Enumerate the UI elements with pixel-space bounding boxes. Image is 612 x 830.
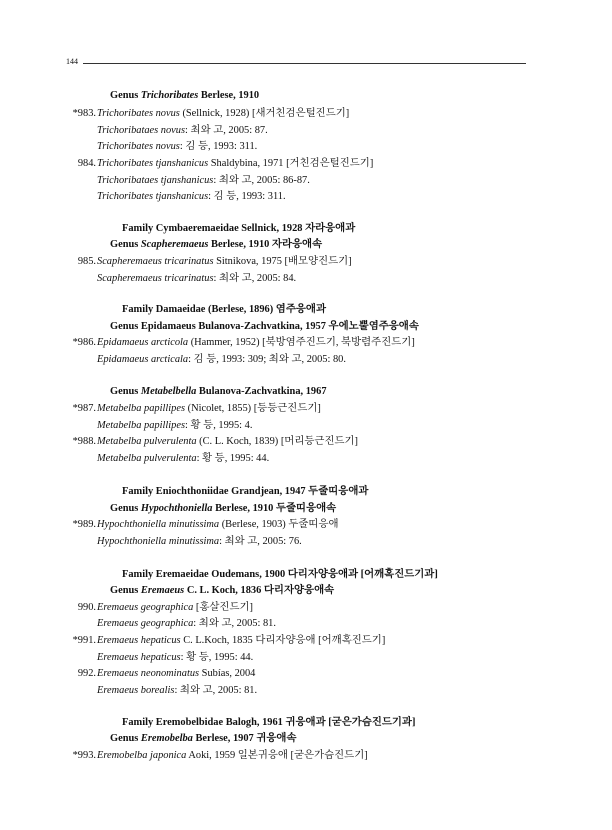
synonym-name: Metabelba pulverulenta — [97, 453, 197, 464]
page-number: 144 — [66, 57, 78, 66]
genus-heading: Genus Epidamaeus Bulanova-Zachvatkina, 1957 우에노뿔염주응애속 — [110, 321, 419, 332]
genus-heading — [110, 386, 327, 398]
citation: : 김 등, 1993: 311. — [208, 191, 286, 202]
entry-number: 984. — [77, 158, 96, 169]
species-name: Scapheremaeus tricarinatus — [97, 256, 214, 267]
synonym-name: Epidamaeus arcticala — [97, 354, 189, 365]
species-author: (C. L. Koch, 1839) [머리등근진드기] — [196, 436, 359, 447]
species-entry — [77, 158, 374, 170]
species-author: Shaldybina, 1971 [거친검은털진드기] — [208, 158, 374, 169]
species-name: Trichoribates tjanshanicus — [97, 158, 209, 169]
entry-number: *993. — [72, 750, 96, 761]
synonym-name: Trichoribates tjanshanicus — [97, 191, 209, 202]
species-entry — [77, 256, 352, 268]
family-heading: Family Cymbaeremaeidae Sellnick, 1928 자라응애과 — [122, 223, 356, 234]
synonym-name: Trichoribates novus — [97, 141, 180, 152]
species-entry — [72, 635, 386, 647]
species-author: [홍살진드기] — [193, 602, 254, 613]
heading-author: Berlese, 1910 — [198, 90, 260, 101]
species-entry — [72, 108, 350, 120]
synonym-name: Scapheremaeus tricarinatus — [97, 273, 214, 284]
synonym-name: Eremaeus geographica — [97, 618, 194, 629]
entry-number: *989. — [72, 519, 96, 530]
synonym-name: Eremaeus borealis — [97, 685, 175, 696]
synonym-citation — [97, 652, 253, 664]
species-entry — [72, 403, 321, 415]
species-name: Eremobelba japonica — [97, 750, 187, 761]
genus-name: Eremobelba — [140, 733, 193, 744]
genus-name: Hypochthoniella — [140, 503, 213, 514]
species-name: Metabelba papillipes — [97, 403, 186, 414]
species-entry — [77, 668, 256, 680]
synonym-citation — [97, 536, 302, 548]
species-entry — [72, 750, 368, 762]
species-name: Eremaeus hepaticus — [97, 635, 181, 646]
synonym-citation — [97, 420, 252, 432]
family-heading: Family Eremaeidae Oudemans, 1900 다리자양응애과 [어깨혹진드기과] — [122, 569, 438, 580]
species-author: (Nicolet, 1855) [등등근진드기] — [185, 403, 321, 414]
species-entry — [72, 337, 415, 349]
species-author: C. L.Koch, 1835 다리자양응애 [어깨혹진드기] — [180, 635, 386, 646]
species-name: Trichoribates novus — [97, 108, 180, 119]
entry-number: 992. — [77, 668, 96, 679]
species-name: Eremaeus geographica — [97, 602, 194, 613]
entry-number: *983. — [72, 108, 96, 119]
family-heading: Family Eremobelbidae Balogh, 1961 귀응애과 [굳은가슴진드기과] — [122, 717, 416, 728]
species-entry — [77, 602, 254, 614]
family-heading: Family Damaeidae (Berlese, 1896) 염주응애과 — [122, 304, 326, 315]
species-author: Subías, 2004 — [199, 668, 256, 679]
heading-author: Berlese, 1907 귀응애속 — [192, 733, 297, 744]
genus-name: Metabelbella — [140, 386, 197, 397]
page-header — [66, 57, 526, 69]
genus-heading — [110, 585, 334, 597]
heading-author: C. L. Koch, 1836 다리자양응애속 — [184, 585, 335, 596]
entry-number: *988. — [72, 436, 96, 447]
heading-author: Berlese, 1910 두줄띠응애속 — [212, 503, 337, 514]
heading-text: Genus — [110, 239, 141, 250]
heading-text: Genus — [110, 90, 141, 101]
species-entry — [72, 436, 359, 448]
family-heading: Family Eniochthoniidae Grandjean, 1947 두줄띠응애과 — [122, 486, 369, 497]
citation: : 최와 고, 2005: 81. — [174, 685, 258, 696]
citation: : 최와 고, 2005: 87. — [185, 125, 268, 136]
species-author: Aoki, 1959 일본귀응애 [굳은가슴진드기] — [186, 750, 368, 761]
citation: : 최와 고, 2005: 76. — [219, 536, 302, 547]
genus-heading — [110, 239, 322, 251]
species-name: Eremaeus neonominatus — [97, 668, 200, 679]
synonym-citation — [97, 685, 257, 697]
heading-author: Berlese, 1910 자라응애속 — [208, 239, 323, 250]
entry-number: 985. — [77, 256, 96, 267]
citation: : 황 등, 1995: 44. — [180, 652, 254, 663]
citation: : 황 등, 1995: 44. — [196, 453, 270, 464]
genus-heading — [110, 90, 259, 102]
citation: : 김 등, 1993: 309; 최와 고, 2005: 80. — [188, 354, 346, 365]
synonym-citation — [97, 191, 286, 203]
synonym-citation — [97, 453, 269, 465]
genus-name: Scapheremaeus — [140, 239, 209, 250]
synonym-citation — [97, 175, 310, 187]
citation: : 최와 고, 2005: 84. — [213, 273, 297, 284]
synonym-name: Trichoribataes tjanshanicus — [97, 175, 214, 186]
species-name: Hypochthoniella minutissima — [97, 519, 220, 530]
entry-number: *987. — [72, 403, 96, 414]
citation: : 최와 고, 2005: 86-87. — [213, 175, 310, 186]
species-author: Sitnikova, 1975 [배모양진드기] — [213, 256, 352, 267]
citation: : 최와 고, 2005: 81. — [193, 618, 276, 629]
synonym-name: Trichoribataes novus — [97, 125, 186, 136]
heading-text: Genus — [110, 733, 141, 744]
genus-heading — [110, 733, 297, 745]
genus-heading — [110, 503, 336, 515]
citation: : 황 등, 1995: 4. — [185, 420, 253, 431]
species-name: Epidamaeus arcticola — [97, 337, 189, 348]
heading-author: Bulanova-Zachvatkina, 1967 — [196, 386, 327, 397]
synonym-name: Eremaeus hepaticus — [97, 652, 181, 663]
entry-number: *986. — [72, 337, 96, 348]
species-author: (Sellnick, 1928) [새거친검은털진드기] — [179, 108, 350, 119]
synonym-citation — [97, 618, 276, 630]
citation: : 김 등, 1993: 311. — [179, 141, 258, 152]
entry-number: 990. — [77, 602, 96, 613]
heading-text: Genus — [110, 585, 141, 596]
synonym-citation — [97, 354, 346, 366]
species-author: (Hammer, 1952) [북방염주진드기, 북방렴주진드기] — [188, 337, 415, 348]
genus-name: Trichoribates — [140, 90, 199, 101]
synonym-citation — [97, 273, 296, 285]
species-entry — [72, 519, 339, 531]
synonym-name: Hypochthoniella minutissima — [97, 536, 220, 547]
heading-text: Genus — [110, 503, 141, 514]
heading-text: Genus — [110, 386, 141, 397]
genus-name: Eremaeus — [140, 585, 185, 596]
species-author: (Berlese, 1903) 두줄띠응애 — [219, 519, 339, 530]
synonym-citation — [97, 141, 257, 153]
species-name: Metabelba pulverulenta — [97, 436, 197, 447]
synonym-name: Metabelba papillipes — [97, 420, 186, 431]
entry-number: *991. — [72, 635, 96, 646]
synonym-citation — [97, 125, 268, 137]
header-rule — [83, 63, 526, 64]
